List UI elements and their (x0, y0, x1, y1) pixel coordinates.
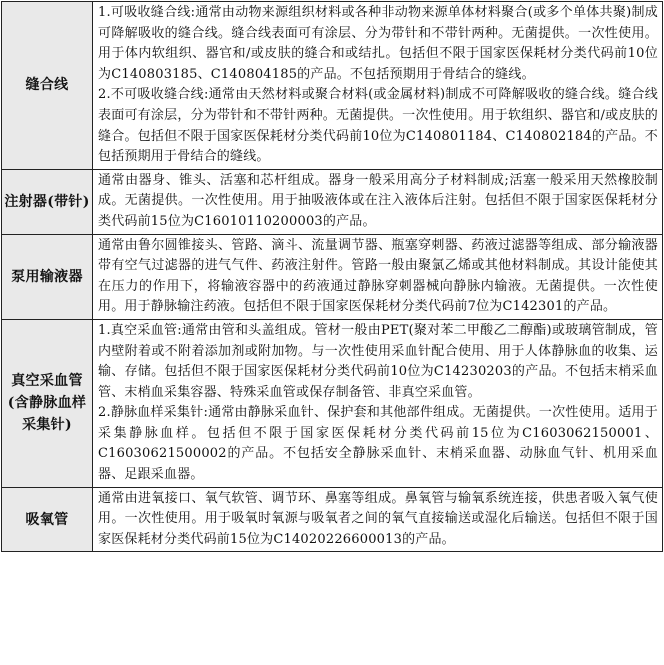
row-term: 缝合线 (2, 2, 93, 170)
row-term: 真空采血管(含静脉血样采集针) (2, 319, 93, 487)
table-row (2, 487, 663, 552)
definitions-table (1, 1, 663, 552)
table-row (2, 234, 663, 319)
table-row (2, 319, 663, 487)
description-paragraph: 通常由鲁尔圆锥接头、管路、滴斗、流量调节器、瓶塞穿刺器、药液过滤器等组成、部分输液器带有空气过滤器的进气气件、药液注射件。管路一般由聚氯乙烯或其他材料制成。其设计能使其在压力的作用下，将输液容器中的药液通过静脉穿刺器械向静脉内输液。无菌提供。一次性使用。用于静脉输注药液。包括但不限于国家医保耗材分类代码前7位为C142301的产品。 (98, 237, 658, 315)
row-description (93, 319, 663, 487)
description-paragraph: 通常由进氧接口、氧气软管、调节环、鼻塞等组成。鼻氧管与输氧系统连接，供患者吸入氧气使用。一次性使用。用于吸氧时氧源与吸氧者之间的氧气直接输送或湿化后输送。包括但不限于国家医保耗材分类代码前15位为C14020226600013的产品。 (98, 490, 658, 547)
description-paragraph: 1.可吸收缝合线:通常由动物来源组织材料或各种非动物来源单体材料聚合(或多个单体共聚)制成可降解吸收的缝合线。缝合线表面可有涂层、分为带针和不带针两种。无菌提供。一次性使用。用于体内软组织、器官和/或皮肤的缝合和或结扎。包括但不限于国家医保耗材分类代码前10位为C140803185、C140804185的产品。不包括预期用于骨结合的缝线。 (98, 5, 658, 82)
row-term: 泵用输液器 (2, 234, 93, 319)
document-page (0, 1, 664, 665)
row-term: 注射器(带针) (2, 169, 93, 234)
description-paragraph: 1.真空采血管:通常由管和头盖组成。管材一般由PET(聚对苯二甲酸乙二醇酯)或玻璃管制成，管内壁附着或不附着添加剂或附加物。与一次性使用采血针配合使用、用于人体静脉血的收集、运输、存储。包括但不限于国家医保耗材分类代码前10位为C14230203的产品。不包括末梢采血管、末梢血采集容器、特殊采血管或保存制备管、非真空采血管。 (98, 322, 658, 400)
row-description (93, 487, 663, 552)
row-description (93, 2, 663, 170)
description-paragraph: 2.静脉血样采集针:通常由静脉采血针、保护套和其他部件组成。无菌提供。一次性使用。适用于采集静脉血样。包括但不限于国家医保耗材分类代码前15位为C1603062150001、C16030621500002的产品。不包括安全静脉采血针、末梢采血器、动脉血气针、机用采血器、足跟采血器。 (98, 405, 658, 483)
row-term: 吸氧管 (2, 487, 93, 552)
row-description (93, 169, 663, 234)
table-row (2, 169, 663, 234)
row-description (93, 234, 663, 319)
description-paragraph: 通常由器身、锥头、活塞和芯杆组成。器身一般采用高分子材料制成;活塞一般采用天然橡胶制成。无菌提供。一次性使用。用于抽吸液体或在注入液体后注射。包括但不限于国家医保耗材分类代码前15位为C16010110200003的产品。 (98, 172, 658, 229)
table-row (2, 2, 663, 170)
description-paragraph: 2.不可吸收缝合线:通常由天然材料或聚合材料(或金属材料)制成不可降解吸收的缝合线。缝合线表面可有涂层，分为带针和不带针两种。无菌提供。一次性使用。用于软组织、器官和/或皮肤的缝合。包括但不限于国家医保耗材分类代码前10位为C140801184、C140802184的产品。不包括预期用于骨结合的缝线。 (98, 87, 658, 165)
